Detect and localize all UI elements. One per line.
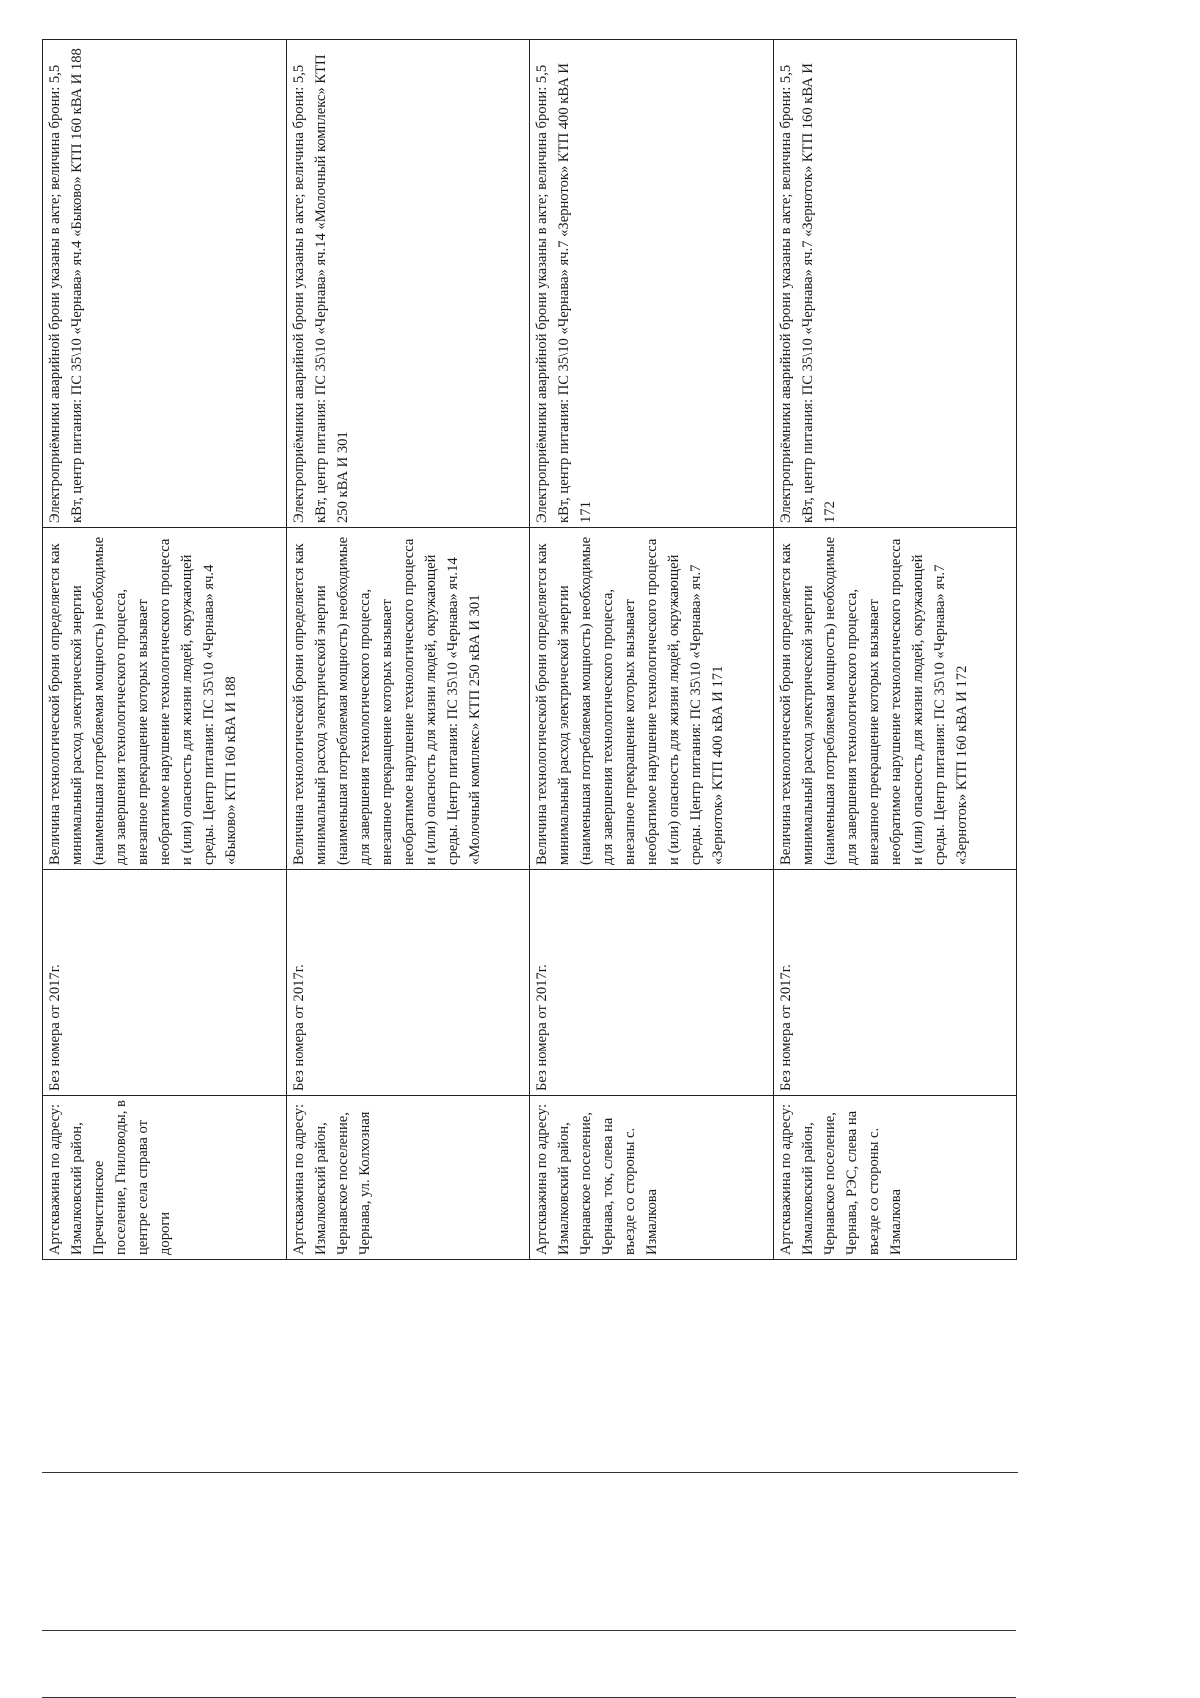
act-cell: Без номера от 2017г. [530, 870, 774, 1096]
tech-reserve-cell: Величина технологической брони определяется как минимальный расход электрической энергии (наименьшая потребляемая мощность) необходимые для завершения технологического процесса, внезапное прекращение которых вызывает необратимое нарушение технологического процесса и (или) опасность для жизни людей, окружающей среды. Центр питания: ПС 35\10 «Чернава» яч.7 «Зерноток» КТП 400 кВА И 171 [530, 528, 774, 870]
emergency-reserve-cell: Электроприёмники аварийной брони указаны в акте; величина брони: 5,5 кВт, центр питания: ПС 35\10 «Чернава» яч.4 «Быково» КТП 160 кВА И 188 [43, 40, 287, 528]
table-row [43, 40, 287, 1260]
object-address-cell: Артскважина по адресу: Измалковский район, Чернавское поселение, Чернава, РЭС, слева на въезде со стороны с. Измалкова [773, 1096, 1017, 1260]
act-cell: Без номера от 2017г. [286, 870, 530, 1096]
tech-reserve-cell: Величина технологической брони определяется как минимальный расход электрической энергии (наименьшая потребляемая мощность) необходимые для завершения технологического процесса, внезапное прекращение которых вызывает необратимое нарушение технологического процесса и (или) опасность для жизни людей, окружающей среды. Центр питания: ПС 35\10 «Чернава» яч.7 «Зерноток» КТП 160 кВА И 172 [773, 528, 1017, 870]
act-cell: Без номера от 2017г. [43, 870, 287, 1096]
divider-line [42, 1472, 1018, 1473]
emergency-reserve-cell: Электроприёмники аварийной брони указаны в акте; величина брони: 5,5 кВт, центр питания: ПС 35\10 «Чернава» яч.7 «Зерноток» КТП 160 кВА И 172 [773, 40, 1017, 528]
tech-reserve-cell: Величина технологической брони определяется как минимальный расход электрической энергии (наименьшая потребляемая мощность) необходимые для завершения технологического процесса, внезапное прекращение которых вызывает необратимое нарушение технологического процесса и (или) опасность для жизни людей, окружающей среды. Центр питания: ПС 35\10 «Чернава» яч.4 «Быково» КТП 160 кВА И 188 [43, 528, 287, 870]
table-row [286, 40, 530, 1260]
emergency-reserve-cell: Электроприёмники аварийной брони указаны в акте; величина брони: 5,5 кВт, центр питания: ПС 35\10 «Чернава» яч.7 «Зерноток» КТП 400 кВА И 171 [530, 40, 774, 528]
table-row [530, 40, 774, 1260]
reserve-table [42, 39, 1017, 1260]
table-row [773, 40, 1017, 1260]
emergency-reserve-cell: Электроприёмники аварийной брони указаны в акте; величина брони: 5,5 кВт, центр питания: ПС 35\10 «Чернава» яч.14 «Молочный комплекс» КТП 250 кВА И 301 [286, 40, 530, 528]
object-address-cell: Артскважина по адресу: Измалковский район, Пречистинское поселение, Гниловоды, в центре села справа от дороги [43, 1096, 287, 1260]
tech-reserve-cell: Величина технологической брони определяется как минимальный расход электрической энергии (наименьшая потребляемая мощность) необходимые для завершения технологического процесса, внезапное прекращение которых вызывает необратимое нарушение технологического процесса и (или) опасность для жизни людей, окружающей среды. Центр питания: ПС 35\10 «Чернава» яч.14 «Молочный комплекс» КТП 250 кВА И 301 [286, 528, 530, 870]
divider-line [42, 1630, 1016, 1631]
act-cell: Без номера от 2017г. [773, 870, 1017, 1096]
rotated-page-content [42, 40, 1017, 1260]
object-address-cell: Артскважина по адресу: Измалковский район, Чернавское поселение, Чернава, ток, слева на въезде со стороны с. Измалкова [530, 1096, 774, 1260]
object-address-cell: Артскважина по адресу: Измалковский район, Чернавское поселение, Чернава, ул. Колхозная [286, 1096, 530, 1260]
